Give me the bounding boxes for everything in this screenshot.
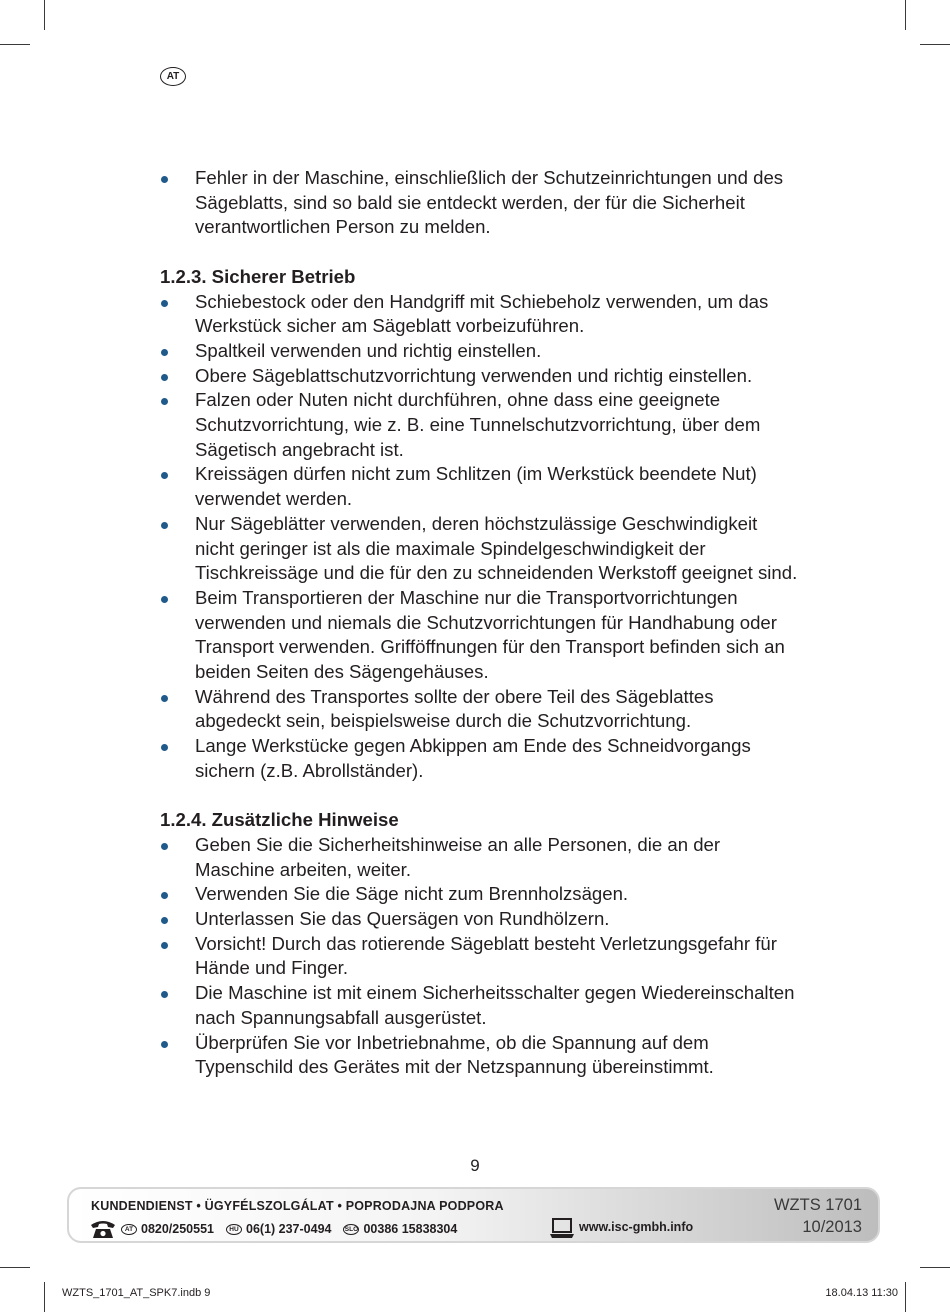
bullet-icon	[161, 695, 168, 702]
list-item: Falzen oder Nuten nicht durchführen, ohne dass eine geeignete Schutzvorrichtung, wie z. B. eine Tunnelschutzvorrichtung, über dem Sägetisch angebracht ist.	[160, 388, 800, 462]
country-code-badge: AT	[121, 1224, 137, 1235]
safe-operation-list	[160, 290, 800, 784]
edition-date: 10/2013	[802, 1218, 862, 1236]
list-item: Die Maschine ist mit einem Sicherheitsschalter gegen Wiedereinschalten nach Spannungsabfall ausgerüstet.	[160, 981, 800, 1030]
phone-number: 06(1) 237-0494	[246, 1222, 332, 1236]
crop-mark	[920, 1267, 950, 1268]
list-item: Spaltkeil verwenden und richtig einstellen.	[160, 339, 800, 364]
country-code-badge: HU	[226, 1224, 242, 1235]
bullet-icon	[161, 398, 168, 405]
bullet-icon	[161, 1041, 168, 1048]
intro-list	[160, 166, 800, 240]
crop-mark	[920, 44, 950, 45]
model-number: WZTS 1701	[773, 1196, 862, 1214]
list-item: Unterlassen Sie das Quersägen von Rundhölzern.	[160, 907, 800, 932]
list-item: Lange Werkstücke gegen Abkippen am Ende des Schneidvorgangs sichern (z.B. Abrollständer).	[160, 734, 800, 783]
list-item: Nur Sägeblätter verwenden, deren höchstzulässige Geschwindigkeit nicht geringer ist als die maximale Spindelgeschwindigkeit der Tischkreissäge und die für den zu schneidenden Werkstoff geeignet sind.	[160, 512, 800, 586]
list-item: Vorsicht! Durch das rotierende Sägeblatt besteht Verletzungsgefahr für Hände und Finger.	[160, 932, 800, 981]
bullet-icon	[161, 942, 168, 949]
list-item: Während des Transportes sollte der obere Teil des Sägeblattes abgedeckt sein, beispielsweise durch die Schutzvorrichtung.	[160, 685, 800, 734]
list-item: Fehler in der Maschine, einschließlich der Schutzeinrichtungen und des Sägeblatts, sind so bald sie entdeckt werden, der für die Sicherheit verantwortlichen Person zu melden.	[160, 166, 800, 240]
bullet-icon	[161, 300, 168, 307]
bullet-icon	[161, 472, 168, 479]
country-code-badge: SLO	[344, 1225, 359, 1233]
laptop-icon	[549, 1217, 575, 1239]
list-item: Überprüfen Sie vor Inbetriebnahme, ob die Spannung auf dem Typenschild des Gerätes mit der Netzspannung übereinstimmt.	[160, 1031, 800, 1080]
bullet-icon	[161, 596, 168, 603]
service-footer	[67, 1187, 880, 1243]
list-item: Geben Sie die Sicherheitshinweise an alle Personen, die an der Maschine arbeiten, weiter.	[160, 833, 800, 882]
crop-mark	[0, 44, 30, 45]
bullet-icon	[161, 176, 168, 183]
bullet-icon	[161, 917, 168, 924]
print-slug-file: WZTS_1701_AT_SPK7.indb 9	[62, 1287, 211, 1299]
crop-mark	[905, 0, 906, 30]
bullet-icon	[161, 744, 168, 751]
phone-number: 00386 15838304	[363, 1222, 458, 1236]
list-item: Schiebestock oder den Handgriff mit Schiebeholz verwenden, um das Werkstück sicher am Sägeblatt vorbeizuführen.	[160, 290, 800, 339]
crop-mark	[905, 1282, 906, 1312]
print-slug-timestamp: 18.04.13 11:30	[825, 1287, 898, 1299]
bullet-icon	[161, 374, 168, 381]
bullet-icon	[161, 843, 168, 850]
phone-number: 0820/250551	[141, 1222, 214, 1236]
section-heading: 1.2.4. Zusätzliche Hinweise	[160, 809, 399, 831]
website-link[interactable]: www.isc-gmbh.info	[579, 1220, 694, 1234]
list-item: Kreissägen dürfen nicht zum Schlitzen (im Werkstück beendete Nut) verwendet werden.	[160, 462, 800, 511]
section-heading: 1.2.3. Sicherer Betrieb	[160, 265, 356, 287]
bullet-icon	[161, 892, 168, 899]
service-title: KUNDENDIENST • ÜGYFÉLSZOLGÁLAT • POPRODAJNA PODPORA	[91, 1199, 504, 1213]
phone-row	[89, 1219, 469, 1239]
telephone-icon	[89, 1219, 117, 1239]
list-item: Verwenden Sie die Säge nicht zum Brennholzsägen.	[160, 882, 800, 907]
crop-mark	[44, 0, 45, 30]
model-info	[774, 1194, 862, 1238]
page-content	[160, 166, 800, 1080]
crop-mark	[44, 1282, 45, 1312]
crop-mark	[0, 1267, 30, 1268]
bullet-icon	[161, 991, 168, 998]
list-item: Beim Transportieren der Maschine nur die Transportvorrichtungen verwenden und niemals die Schutzvorrichtungen für Handhabung oder Transport verwenden. Grifföffnungen für den Transport befinden sich an beiden Seiten des Sägengehäuses.	[160, 586, 800, 685]
list-item: Obere Sägeblattschutzvorrichtung verwenden und richtig einstellen.	[160, 364, 800, 389]
country-badge: AT	[160, 67, 186, 86]
bullet-icon	[161, 522, 168, 529]
bullet-icon	[161, 349, 168, 356]
page-number: 9	[470, 1156, 480, 1175]
additional-notes-list	[160, 833, 800, 1080]
